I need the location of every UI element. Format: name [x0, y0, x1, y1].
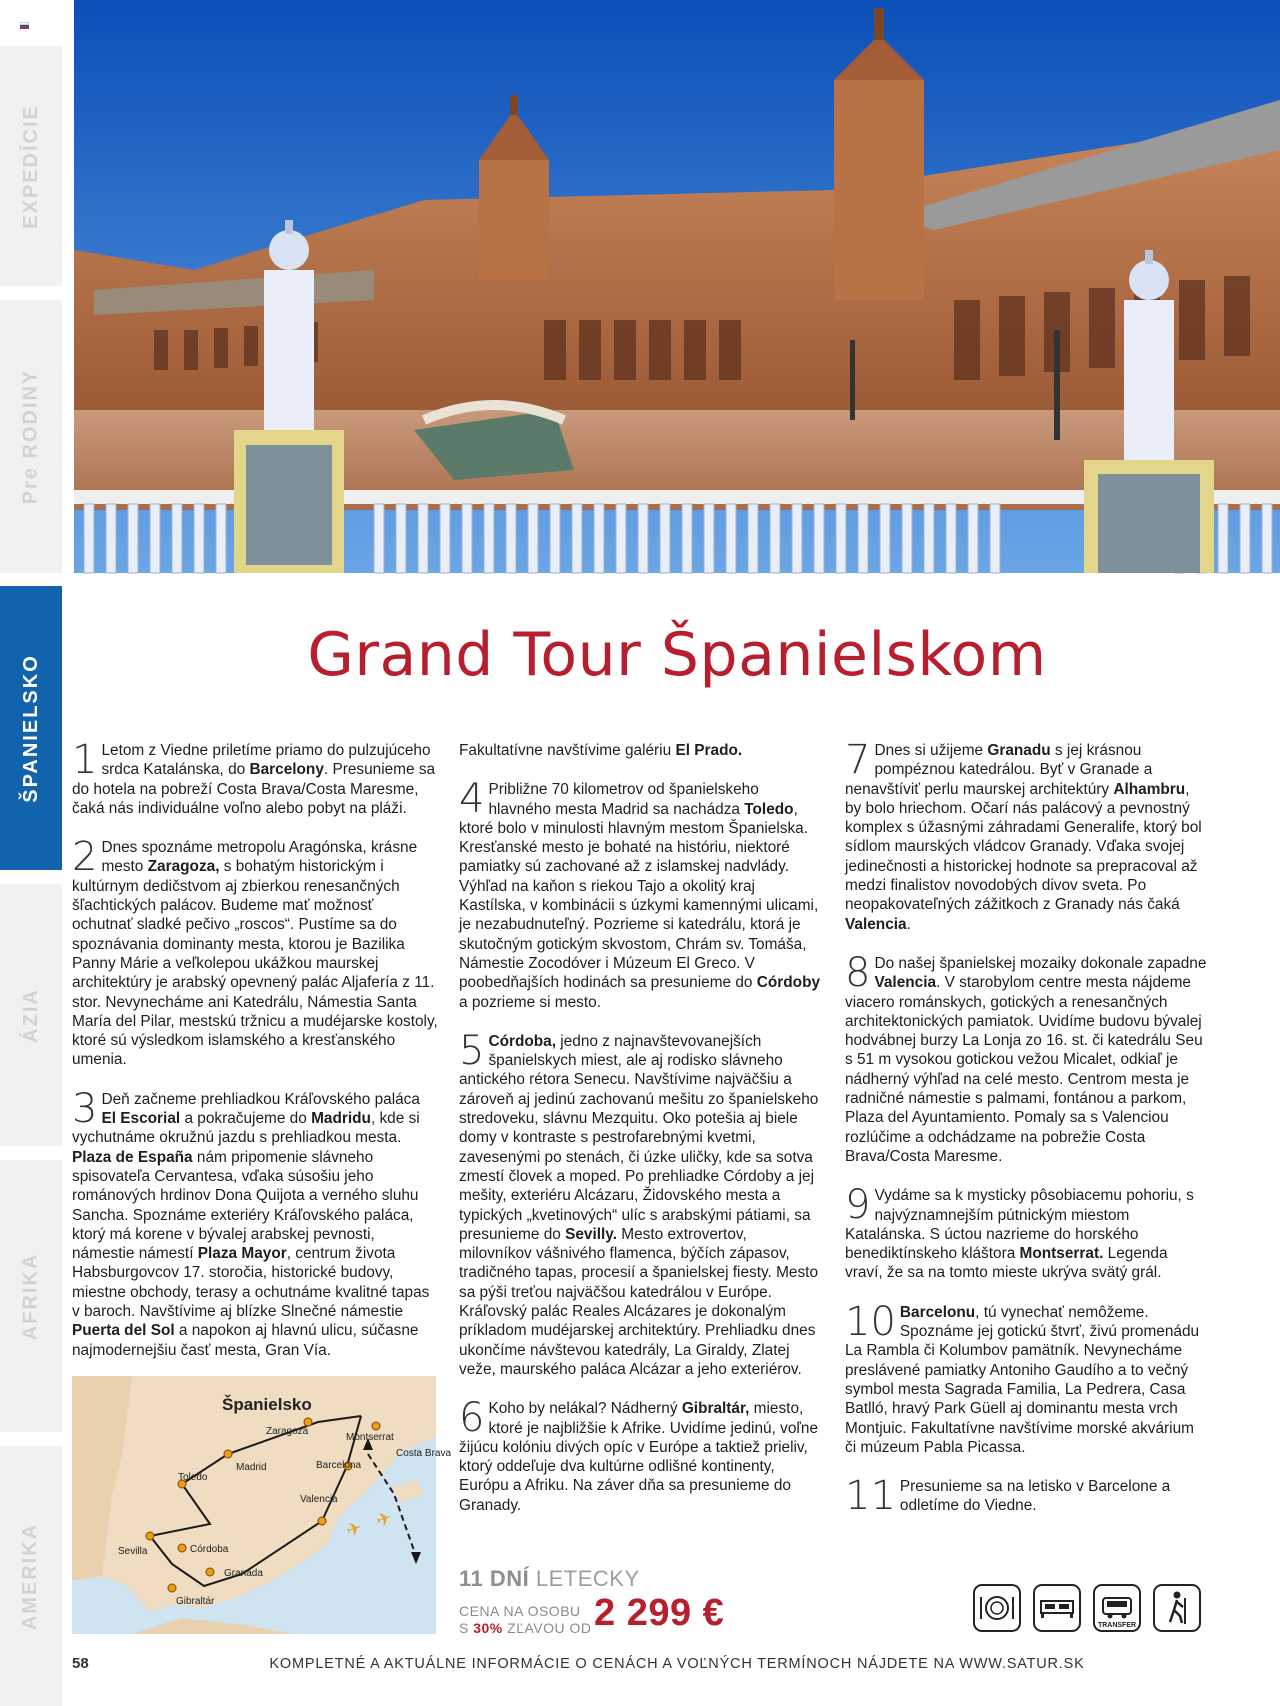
- itinerary-column-3: [845, 737, 1207, 1536]
- section-sidebar: [0, 0, 62, 1706]
- amenity-icons: [973, 1584, 1201, 1632]
- hiking-icon: [1153, 1584, 1201, 1632]
- tab-azia[interactable]: ÁZIA: [0, 884, 62, 1146]
- map-label-zaragoza: Zaragoza: [266, 1426, 309, 1437]
- trip-duration: 11 DNÍ LETECKY: [459, 1566, 640, 1591]
- hero-photo: [74, 0, 1280, 573]
- day-number: 4: [459, 776, 485, 823]
- itinerary-day: 1 Letom z Viedne priletíme priamo do pulzujúceho srdca Katalánska, do Barcelony. Presunieme sa do hotela na pobreží Costa Brava/Costa Maresme, čaká nás individuálne voľno alebo pobyt na pláži.: [72, 737, 436, 817]
- map-label-madrid: Madrid: [236, 1462, 267, 1473]
- itinerary-day: 5 Córdoba, jedno z najnavštevovanejších španielskych miest, ale aj rodisko slávneho antického rétora Senecu. Navštívime najväčšiu a zároveň aj jedinú zachovanú mešitu zo španielskeho stredoveku, slávnu Mezquitu. Oko potešia aj biele domy v kontraste s pestrofarebnými kvetmi, zavesenými po stenách, či úzke uličky, kde sa sotva zmestí človek a moped. Po prehliadke Córdoby a jej mešity, exteriéru Alcázaru, Židovského mesta a typických „kvetinových“ ulíc s arabskými pátiami, sa presunieme do Sevilly. Mesto extrovertov, milovníkov vášnivého flamenca, býčích zápasov, tradičného tapas, procesií a španielskej fiesty. Mesto sa pýši treťou najväčšou katedrálou v Európe. Kráľovský palác Reales Alcázares je dokonalým príkladom mudéjarskej architektúry. Prehliadku dnes ukončíme návštevou katedrály, La Giraldy, Zlatej veže, maurského paláca Alcázar a jeho exteriérov.: [459, 1027, 819, 1378]
- map-label-gibraltar: Gibraltár: [176, 1596, 215, 1607]
- highlight-text: Plaza de España: [72, 1148, 193, 1166]
- highlight-text: Valencia: [874, 974, 937, 992]
- itinerary-day: 4 Približne 70 kilometrov od španielskeho hlavného mesta Madrid sa nachádza Toledo, ktoré bolo v minulosti hlavným mestom Španielska. Kresťanské mesto je bohaté na históriu, niektoré pamiatky sú zachované až z islamskej nadvlády. Výhľad na kaňon s riekou Tajo a okolitý kraj Kastílska, v kombinácii s úzkymi kamennými ulicami, je nezabudnuteľný. Pozrieme si katedrálu, ktorá je skutočným gotickým skvostom, Chrám sv. Tomáša, Námestie Zocodóver i Múzeum El Greco. V poobedňajších hodinách sa presunieme do Córdoby a pozrieme si mesto.: [459, 776, 821, 1011]
- highlight-text: Barcelonu: [899, 1303, 976, 1321]
- map-label-montserrat: Montserrat: [346, 1432, 394, 1443]
- highlight-text: Sevilly.: [565, 1225, 617, 1243]
- discount-badge: 30%: [473, 1620, 503, 1636]
- tab-afrika[interactable]: AFRIKA: [0, 1160, 62, 1432]
- day-number: 7: [845, 737, 871, 783]
- map-label-barcelona: Barcelona: [316, 1460, 362, 1471]
- highlight-text: Madridu: [311, 1110, 371, 1128]
- highlight-text: Valencia: [845, 915, 907, 933]
- itinerary-day: 2 Dnes spoznáme metropolu Aragónska, krásne mesto Zaragoza, s bohatým historickým i kultúrnym dedičstvom aj zbierkou renesančných šľachtických palácov. Budeme mať možnosť ochutnať sladké pečivo „roscos“. Pustíme sa do spoznávania dominanty mesta, ktorou je Bazilika Panny Márie a veľkolepou ukážkou maurskej architektúry je arabský opevnený palác Aljafería z 11. stor. Nevynecháme ani Katedrálu, Námestia Santa María del Pilar, mestskú tržnicu a mudéjarske kostoly, ktoré sú výsledkom islamského a kresťanského umenia.: [72, 834, 438, 1069]
- map-label-valencia: Valencia: [300, 1494, 338, 1505]
- highlight-text: Puerta del Sol: [72, 1322, 175, 1340]
- day-number: 8: [845, 949, 871, 996]
- tab-amerika[interactable]: AMERIKA: [0, 1446, 62, 1706]
- day-number: 9: [845, 1182, 871, 1229]
- map-label-granada: Granada: [224, 1568, 263, 1579]
- itinerary-day: 7 Dnes si užijeme Granadu s jej krásnou pompéznou katedrálou. Byť v Granade a nenavštíviť perlu maurskej architektúry Alhambru, by bolo hriechom. Očarí nás palácový a pevnostný komplex s úžasnými záhradami Generalife, ktorý bol sídlom maurských vládcov Granady. Vďaka svojej jedinečnosti a historickej hodnote sa prepracoval až medzi finalistov novodobých divov sveta. Po neopakovateľných zážitkoch z Granady nás čaká Valencia.: [845, 737, 1202, 933]
- highlight-text: Zaragoza,: [147, 858, 220, 876]
- transfer-icon: TRANSFER: [1093, 1584, 1141, 1632]
- tab-spanielsko[interactable]: ŠPANIELSKO: [0, 586, 62, 870]
- itinerary-column-1: [72, 737, 438, 1380]
- day-number: 3: [72, 1085, 98, 1132]
- map-label-sevilla: Sevilla: [118, 1546, 148, 1557]
- itinerary-day: 11 Presunieme sa na letisko v Barcelone a odletíme do Viedne.: [845, 1473, 1171, 1520]
- map-label-cordoba: Córdoba: [190, 1544, 229, 1555]
- highlight-text: Barcelony: [249, 761, 324, 779]
- map-label-toledo: Toledo: [178, 1472, 208, 1483]
- optional-excursion-text: Fakultatívne navštívime galériu El Prado.: [459, 742, 743, 759]
- highlight-text: Granadu: [987, 742, 1051, 759]
- bed-icon: [1033, 1584, 1081, 1632]
- price-label: CENA NA OSOBU S 30% ZĽAVOU OD: [459, 1603, 592, 1636]
- day-number: 6: [459, 1395, 485, 1442]
- price-value: 2 299 €: [594, 1592, 725, 1634]
- day-number: 2: [72, 834, 98, 881]
- itinerary-day: 10 Barcelonu, tú vynechať nemôžeme. Spoznáme jej gotickú štvrť, živú promenádu La Rambla či Kolumbov pamätník. Nevynecháme preslávené pamiatky Antoniho Gaudího a to večný symbol mesta Sagrada Familia, La Pedrera, Casa Batlló, hravý Park Güell aj dominantu mesta vrch Montjuic. Fakultatívne navštívime morské akvárium či múzeum Pabla Picassa.: [845, 1298, 1200, 1456]
- itinerary-day: 3 Deň začneme prehliadkou Kráľovského paláca El Escorial a pokračujeme do Madridu, kde si vychutnáme okružnú jazdu s prehliadkou mesta. Plaza de España nám pripomenie slávneho spisovateľa Cervantesa, vďaka súsošiu jeho románových hrdinov Dona Quijota a verného sluhu Sancha. Spoznáme exteriéry Kráľovského paláca, ktorý má korene v bývalej arabskej pevnosti, námestie námestí Plaza Mayor, centrum života Habsburgovcov 17. storočia, historické budovy, miestne obchody, terasy a ochutnáme kvalitné tapas v baroch. Navštívime aj blízke Slnečné námestie Puerta del Sol a napokon aj hlavnú ulicu, súčasne najmodernejšiu časť mesta, Gran Vía.: [72, 1085, 430, 1359]
- footer-info: KOMPLETNÉ A AKTUÁLNE INFORMÁCIE O CENÁCH A VOĽNÝCH TERMÍNOCH NÁJDETE NA WWW.SATUR.SK: [269, 1656, 1085, 1672]
- meals-icon: [973, 1584, 1021, 1632]
- highlight-text: Toledo: [744, 800, 794, 818]
- highlight-text: Córdoby: [756, 974, 821, 992]
- itinerary-day: 9 Vydáme sa k mysticky pôsobiacemu pohoriu, s najvýznamnejším pútnickým miestom Katalánska. S úctou nazrieme do horského benediktínskeho kláštora Montserrat. Legenda vraví, že sa na tomto mieste ukrýva svätý grál.: [845, 1182, 1194, 1282]
- itinerary-day: 6 Koho by nelákal? Nádherný Gibraltár, miesto, ktoré je najbližšie k Afrike. Uvidíme jedinú, voľne žijúcu kolóniu divých opíc v Európe a taktiež prieliv, ktorý oddeľuje dva kultúrne odlišné kontinenty, Európu a Afriku. Na záver dňa sa presunieme do Granady.: [459, 1395, 819, 1514]
- map-label-costa-brava: Costa Brava: [396, 1448, 452, 1459]
- highlight-text: Gibraltár,: [681, 1400, 750, 1418]
- highlight-text: Córdoba,: [488, 1032, 556, 1050]
- slovak-flag-icon: [20, 22, 29, 28]
- highlight-text: El Escorial: [101, 1110, 181, 1128]
- highlight-text: Montserrat.: [1019, 1245, 1104, 1263]
- svg-text:✈: ✈: [343, 1517, 365, 1542]
- page-number: 58: [72, 1655, 89, 1672]
- map-title: Španielsko: [222, 1395, 312, 1414]
- highlight-text: Plaza Mayor: [197, 1245, 287, 1263]
- page-title: Grand Tour Španielskom: [307, 620, 1047, 690]
- svg-text:✈: ✈: [373, 1507, 395, 1532]
- highlight-text: El Prado.: [675, 742, 743, 759]
- day-number: 11: [845, 1473, 896, 1520]
- tab-pre-rodiny[interactable]: Pre RODINY: [0, 300, 62, 573]
- itinerary-column-2: [459, 741, 821, 1535]
- day-number: 10: [845, 1298, 896, 1345]
- highlight-text: Alhambru: [1113, 780, 1186, 798]
- day-number: 5: [459, 1027, 485, 1074]
- itinerary-day: 8 Do našej španielskej mozaiky dokonale zapadne Valencia. V starobylom centre mesta nájdeme viacero románskych, gotických a renesančných architektonických pamiatok. Uvidíme budovu bývalej hodvábnej burzy La Lonja zo 16. st. či katedrálu Seu s 51 m vysokou gotickou vežou Micalet, odkiaľ je nádherný výhľad na celé mesto. Centrom mesta je radničné námestie s palmami, fontánou a parkom, Plaza del Ayuntamiento. Pomaly sa s Valenciou rozlúčime a odchádzame na pobrežie Costa Brava/Costa Maresme.: [845, 949, 1207, 1165]
- day-number: 1: [72, 737, 98, 783]
- tab-expedicie[interactable]: EXPEDÍCIE: [0, 46, 62, 286]
- route-map: [72, 1376, 452, 1634]
